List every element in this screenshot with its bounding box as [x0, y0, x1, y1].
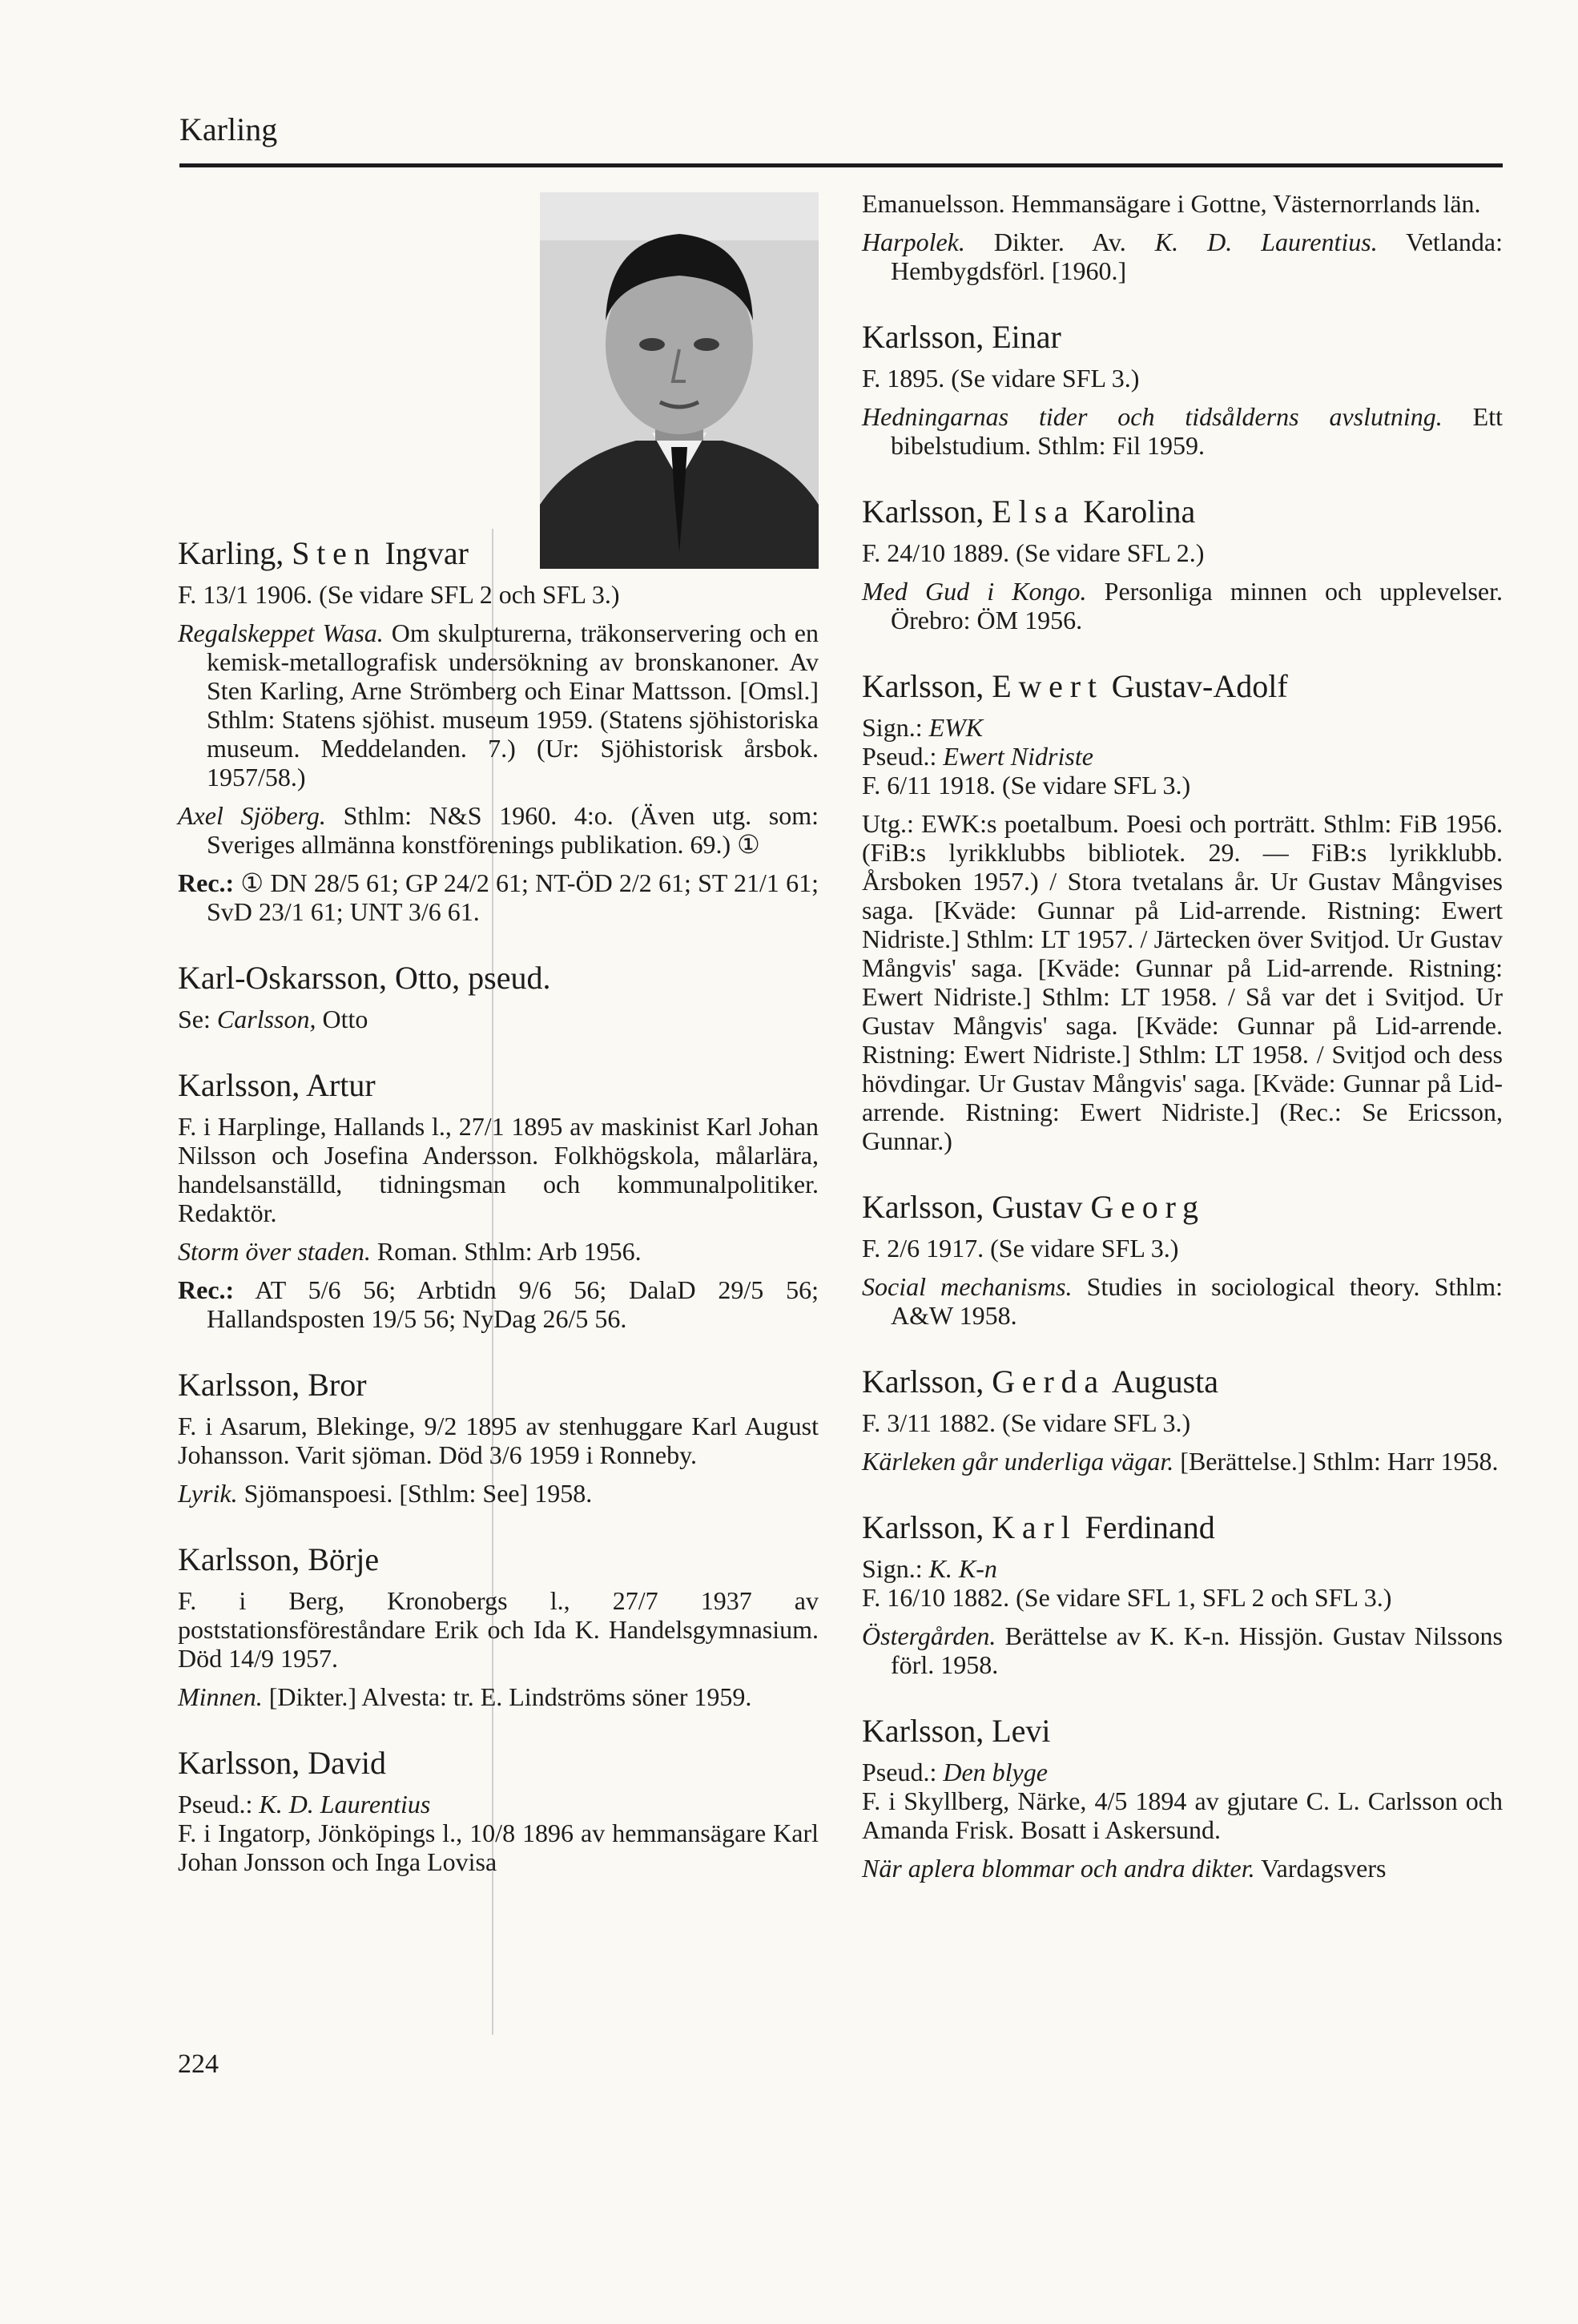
entry-name — [862, 1187, 1503, 1227]
entry-bio: F. i Skyllberg, Närke, 4/5 1894 av gjutare C. L. Carlsson och Amanda Frisk. Bosatt i Askersund. — [862, 1786, 1503, 1844]
signature-label: Sign.: — [862, 1554, 929, 1583]
work-title: Östergården. — [862, 1621, 996, 1650]
work-title: När aplera blommar och andra dikter. — [862, 1854, 1255, 1883]
work-details: [Berättelse.] Sthlm: Harr 1958. — [1173, 1447, 1499, 1476]
name-spaced: Karl — [992, 1509, 1077, 1545]
entry-karlsson-levi — [862, 1711, 1503, 1883]
work-details: Sthlm: N&S 1960. 4:o. (Även utg. som: Sveriges allmänna konstförenings publikation. 69.) ① — [207, 801, 819, 859]
signature-value: K. K-n — [928, 1554, 997, 1583]
entry-karlsson-karl — [862, 1508, 1503, 1679]
entry-bio: Emanuelsson. Hemmansägare i Gottne, Västernorrlands län. — [862, 189, 1481, 218]
work-details: Om skulpturerna, träkonservering och en kemisk-metallografisk undersökning av bronskanoner. Av Sten Karling, Arne Strömberg och Einar Mattsson. [Omsl.] Sthlm: Statens sjöhist. museum 1959. (Statens sjöhistoriska museum. Meddelanden. 7.) (Ur: Sjöhistorisk årsbok. 1957/58.) — [207, 618, 819, 791]
entry-name — [862, 667, 1503, 707]
work-title: Med Gud i Kongo. — [862, 577, 1087, 606]
work-title: Minnen. — [178, 1682, 263, 1711]
name-part: Karlsson, — [862, 668, 992, 704]
signature — [862, 713, 1503, 742]
work-item — [178, 1237, 819, 1266]
work-details: Berättelse av K. K-n. Hissjön. Gustav Nilssons förl. 1958. — [891, 1621, 1503, 1679]
work-item — [862, 577, 1503, 634]
review-label: Rec.: — [178, 868, 235, 897]
work-title: Storm över staden. — [178, 1237, 371, 1266]
entry-bio: F. i Ingatorp, Jönköpings l., 10/8 1896 av hemmansägare Karl Johan Jonsson och Inga Lovisa — [178, 1819, 819, 1876]
header-rule — [179, 163, 1503, 167]
entry-karlsson-einar — [862, 317, 1503, 460]
work-details: Personliga minnen och upplevelser. Örebro: ÖM 1956. — [891, 577, 1504, 634]
entry-name — [178, 534, 819, 574]
signature-value: EWK — [928, 713, 984, 742]
review-list — [178, 1275, 819, 1333]
work-item — [178, 1682, 819, 1711]
right-column — [862, 189, 1503, 1892]
left-column — [178, 189, 819, 1886]
work-details: Vardagsvers — [1254, 1854, 1387, 1883]
see-target: Carlsson, — [216, 1005, 316, 1033]
running-title: Karling — [179, 111, 278, 147]
pseudonym-value: Den blyge — [943, 1758, 1048, 1786]
pseudonym-value: K. D. Laurentius — [259, 1790, 431, 1819]
review-text: AT 5/6 56; Arbtidn 9/6 56; DalaD 29/5 56; Hallandsposten 19/5 56; NyDag 26/5 56. — [207, 1275, 819, 1333]
entry-name: Karlsson, Artur — [178, 1067, 376, 1103]
work-item — [862, 1447, 1503, 1476]
entry-karlsson-ewert — [862, 667, 1503, 1155]
review-list — [178, 868, 819, 926]
pseudonym-label: Pseud.: — [862, 1758, 944, 1786]
work-author: K. D. Laurentius. — [1154, 228, 1378, 256]
entry-name: Karlsson, Bror — [178, 1367, 367, 1403]
work-title: Harpolek. — [862, 228, 965, 256]
work-item — [178, 1479, 819, 1508]
entry-bio: F. i Berg, Kronobergs l., 27/7 1937 av poststationsföreståndare Erik och Ida K. Handelsgymnasium. Död 14/9 1957. — [178, 1586, 819, 1673]
entry-bio: F. 13/1 1906. (Se vidare SFL 2 och SFL 3.) — [178, 580, 620, 609]
work-title: Hedningarnas tider och tidsålderns avslutning. — [862, 402, 1443, 431]
entry-karlsson-elsa — [862, 492, 1503, 634]
name-part: Gustav-Adolf — [1103, 668, 1288, 704]
work-details: Studies in sociological theory. Sthlm: A&W 1958. — [891, 1272, 1504, 1330]
work-item — [862, 228, 1503, 285]
work-item — [178, 618, 819, 791]
work-details: Dikter. Av. — [964, 228, 1155, 256]
name-spaced: Sten — [292, 535, 377, 571]
work-details: Ett bibelstudium. Sthlm: Fil 1959. — [891, 402, 1504, 460]
entry-karlsson-bror — [178, 1365, 819, 1508]
review-text: ① DN 28/5 61; GP 24/2 61; NT-ÖD 2/2 61; ST 21/1 61; SvD 23/1 61; UNT 3/6 61. — [207, 868, 819, 926]
name-part: Augusta — [1105, 1363, 1219, 1400]
see-label: Se: — [178, 1005, 217, 1033]
entry-name — [862, 1362, 1503, 1402]
entry-name — [862, 492, 1503, 532]
entry-karlsson-borje — [178, 1540, 819, 1711]
entry-karlsson-david-continued — [862, 189, 1503, 285]
pseudonym-label: Pseud.: — [862, 742, 944, 771]
work-title: Regalskeppet Wasa. — [178, 618, 384, 647]
entry-name: Karlsson, David — [178, 1745, 386, 1781]
work-details: Roman. Sthlm: Arb 1956. — [370, 1237, 642, 1266]
name-part: Karlsson, — [862, 493, 992, 530]
entry-karlsson-gerda — [862, 1362, 1503, 1476]
work-item — [178, 801, 819, 859]
see-target-rest: Otto — [316, 1005, 368, 1033]
name-part: Karlsson, Gustav — [862, 1189, 1091, 1225]
pseudonym-label: Pseud.: — [178, 1790, 260, 1819]
work-details: Vetlanda: Hembygdsförl. [1960.] — [891, 228, 1504, 285]
work-details: [Dikter.] Alvesta: tr. E. Lindströms söner 1959. — [262, 1682, 752, 1711]
name-part: Karlsson, — [862, 1363, 992, 1400]
entry-karlsson-artur — [178, 1065, 819, 1333]
entry-bio: F. 2/6 1917. (Se vidare SFL 3.) — [862, 1234, 1179, 1263]
entry-bio: F. 6/11 1918. (Se vidare SFL 3.) — [862, 771, 1191, 800]
entry-karl-oskarsson — [178, 958, 819, 1033]
name-part: Karolina — [1075, 493, 1196, 530]
work-title: Axel Sjöberg. — [178, 801, 326, 830]
entry-name: Karlsson, Levi — [862, 1713, 1051, 1749]
work-item — [862, 1621, 1503, 1679]
signature-label: Sign.: — [862, 713, 929, 742]
name-part: Ingvar — [376, 535, 469, 571]
review-label: Rec.: — [178, 1275, 235, 1304]
pseudonym — [862, 742, 1503, 771]
name-part: Karling, — [178, 535, 292, 571]
entry-karlsson-georg — [862, 1187, 1503, 1330]
work-title: Social mechanisms. — [862, 1272, 1073, 1301]
name-spaced: Georg — [1090, 1189, 1206, 1225]
entry-karlsson-david — [178, 1743, 819, 1876]
signature — [862, 1554, 1503, 1583]
page-number: 224 — [178, 2049, 219, 2079]
pseudonym — [862, 1758, 1503, 1786]
work-title: Kärleken går underliga vägar. — [862, 1447, 1174, 1476]
entry-bio: F. i Harplinge, Hallands l., 27/1 1895 av maskinist Karl Johan Nilsson och Josefina Andersson. Folkhögskola, målarlära, handelsanställd, tidningsman och kommunalpolitiker. Redaktör. — [178, 1112, 819, 1227]
entry-bio: F. 16/10 1882. (Se vidare SFL 1, SFL 2 och SFL 3.) — [862, 1583, 1392, 1612]
entry-bio: F. 3/11 1882. (Se vidare SFL 3.) — [862, 1408, 1191, 1437]
work-item — [862, 402, 1503, 460]
name-part: Ferdinand — [1077, 1509, 1215, 1545]
entry-karling-sten — [178, 189, 819, 926]
name-spaced: Elsa — [992, 493, 1076, 530]
entry-name: Karlsson, Börje — [178, 1541, 380, 1577]
work-item — [862, 1854, 1503, 1883]
entry-bio: F. i Asarum, Blekinge, 9/2 1895 av stenhuggare Karl August Johansson. Varit sjöman. Död 3/6 1959 i Ronneby. — [178, 1412, 819, 1469]
entry-name: Karl-Oskarsson, Otto, pseud. — [178, 960, 551, 996]
work-title: Lyrik. — [178, 1479, 238, 1508]
entry-bio: F. 1895. (Se vidare SFL 3.) — [862, 364, 1140, 393]
entry-name: Karlsson, Einar — [862, 319, 1061, 355]
pseudonym-value: Ewert Nidriste — [943, 742, 1093, 771]
see-reference — [178, 1005, 819, 1033]
work-item — [862, 1272, 1503, 1330]
name-spaced: Ewert — [992, 668, 1104, 704]
entry-bio: F. 24/10 1889. (Se vidare SFL 2.) — [862, 538, 1205, 567]
entry-name — [862, 1508, 1503, 1548]
pseudonym — [178, 1790, 819, 1819]
work-details: Sjömanspoesi. [Sthlm: See] 1958. — [237, 1479, 593, 1508]
editions-list: Utg.: EWK:s poetalbum. Poesi och porträtt. Sthlm: FiB 1956. (FiB:s lyrikklubbs bibliotek. 29. — FiB:s lyrikklubb. Årsboken 1957.) / Stora tvetalans år. Ur Gustav Mångvises saga. [Kväde: Gunnar på Lid-arrende. Ristning: Ewert Nidriste.] Sthlm: LT 1957. / Järtecken över Svitjod. Ur Gustav Mångvis' saga. [Kväde: Gunnar på Lid-arrende. Ristning: Ewert Nidriste.] Sthlm: LT 1958. / Så var det i Svitjod. Ur Gustav Mångvis' saga. [Kväde: Gunnar på Lid-arrende. Ristning: Ewert Nidriste.] Sthlm: LT 1958. / Svitjod och dess hövdingar. Ur Gustav Mångvis' saga. [Kväde: Gunnar på Lid-arrende. Ristning: Ewert Nidriste.] (Rec.: Se Ericsson, Gunnar.) — [862, 809, 1503, 1155]
name-part: Karlsson, — [862, 1509, 992, 1545]
name-spaced: Gerda — [992, 1363, 1105, 1400]
